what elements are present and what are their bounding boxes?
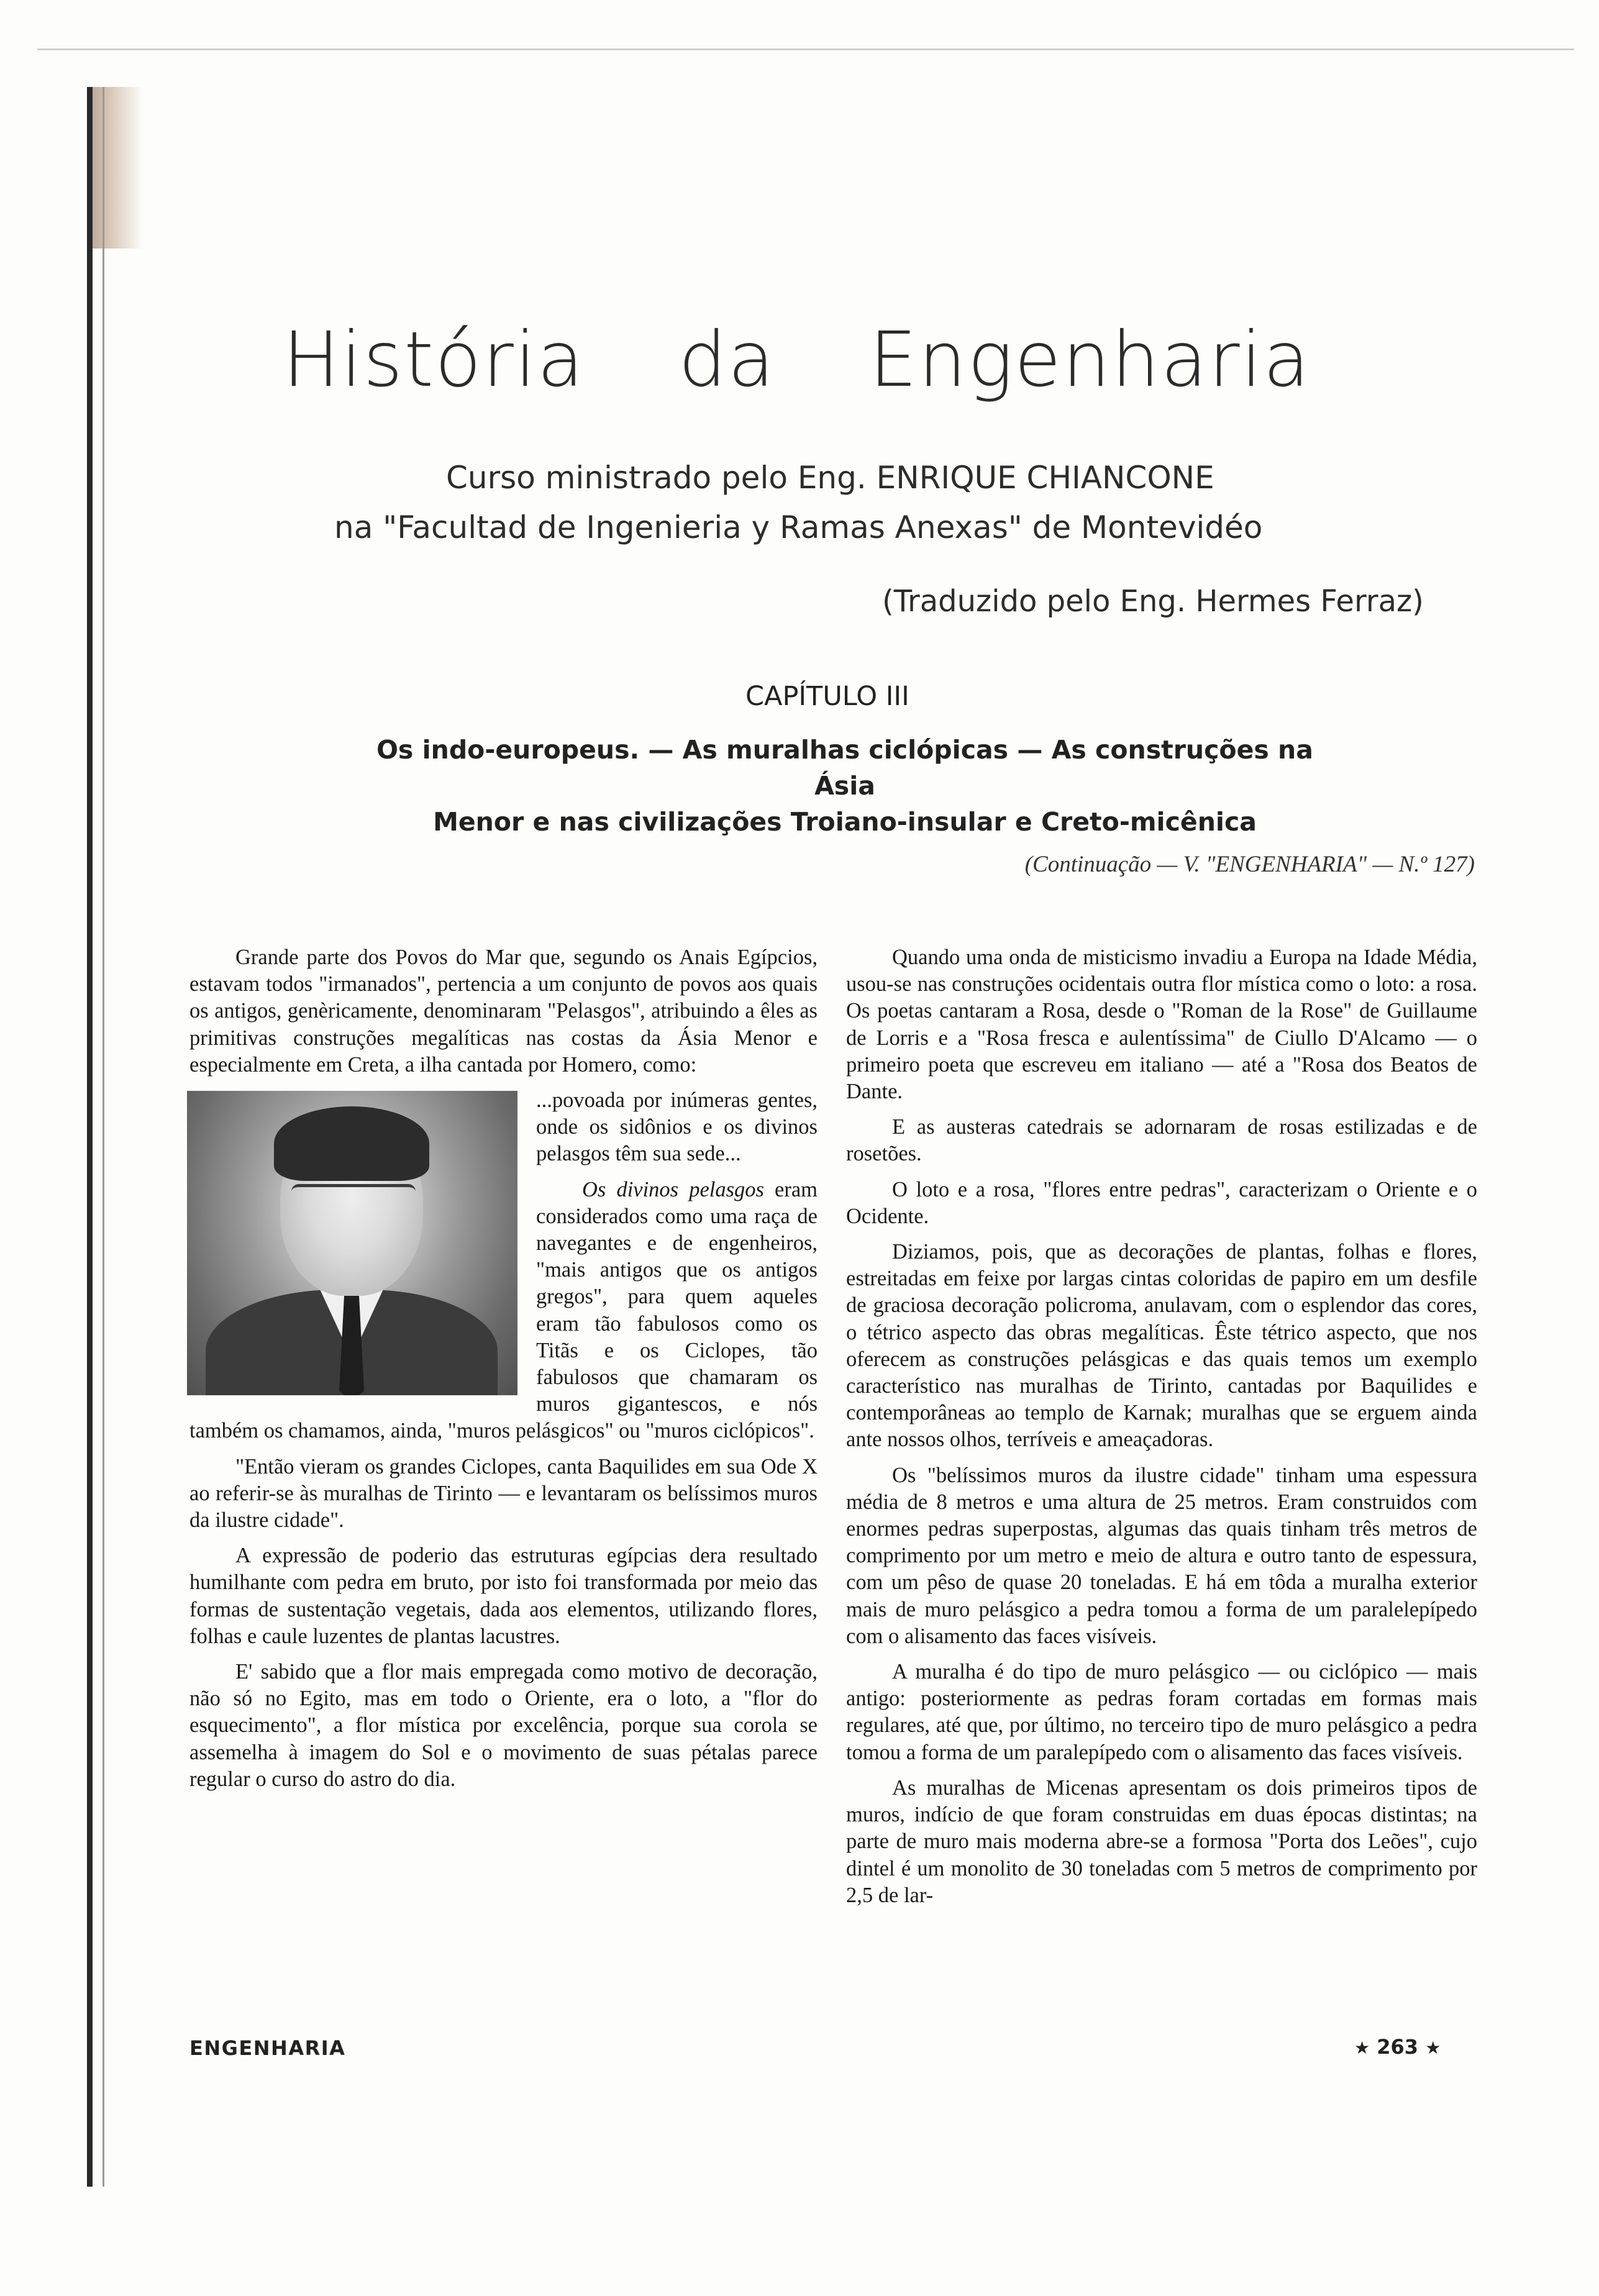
star-icon: ★ — [1425, 2038, 1441, 2058]
title-word-3: Engenharia — [869, 316, 1311, 404]
right-paragraph-4: Diziamos, pois, que as decorações de plantas, folhas e flores, estreitadas em feixe por largas cintas coloridas de papiro em um desfile de graciosa decoração policroma, anulavam, com o esplendor das cores, o tétrico aspecto das obras megalíticas. Êste tétrico aspecto, que nos oferecem as construções pelásgicas e das quais temos um exemplo característico nas muralhas de Tirinto, cantadas por Baquilides e contemporâneas ao templo de Karnak; muralhas que se erguem ainda ante nossos olhos, terríveis e ameaçadoras. — [846, 1240, 1477, 1452]
right-paragraph-1: Quando uma onda de misticismo invadiu a Europa na Idade Média, usou-se nas construções ocidentais outra flor mística como o loto: a rosa. Os poetas cantaram a Rosa, desde o "Roman de la Rose" de Guillaume de Lorris e a "Rosa fresca e aulentíssima" de Ciullo D'Alcamo — o primeiro poeta que escreveu em italiano — até a "Rosa dos Beatos de Dante. — [846, 945, 1477, 1104]
author-portrait — [187, 1091, 517, 1395]
page-edge-left-inner — [102, 87, 104, 2187]
star-icon: ★ — [1354, 2038, 1370, 2058]
page-number: 263 — [1377, 2035, 1419, 2059]
left-paragraph-3: "Então vieram os grandes Ciclopes, canta Baquilides em sua Ode X ao referir-se às muralhas de Tirinto — e levantaram os belíssimos muros da ilustre cidade". — [189, 1454, 818, 1533]
chapter-topics — [348, 732, 1342, 840]
right-paragraph-5: Os "belíssimos muros da ilustre cidade" tinham uma espessura média de 8 metros e uma altura de 25 metros. Eram construidos com enormes pedras superpostas, algumas das quais tinham três metros de comprimento por um metro e meio de altura e outro tanto de espessura, com um pêso de quase 20 toneladas. E há em tôda a muralha exterior mais de muro pelásgico a pedra tomou a forma de um paralelepípedo com o alisamento das faces visíveis. — [846, 1463, 1477, 1648]
footer-page-number-group — [1354, 2035, 1441, 2059]
chapter-topics-line-2: Menor e nas civilizações Troiano-insular e Creto-micênica — [433, 807, 1257, 837]
chapter-label: CAPÍTULO III — [745, 681, 909, 712]
title-word-2: da — [678, 316, 776, 404]
continuation-note: (Continuação — V. "ENGENHARIA" — N.º 127) — [1024, 852, 1475, 877]
footer-journal-name: ENGENHARIA — [189, 2036, 346, 2060]
left-paragraph-2-text: eram considerados como uma raça de navegantes e de engenheiros, "mais antigos que os antigos gregos", para quem aqueles eram tão fabulosos como os Titãs e os Ciclopes, tão fabulosos que chamaram os muros gigantescos, e nós também os chamamos, ainda, "muros pelásgicos" ou "muros ciclópicos". — [189, 1177, 818, 1443]
article-title — [283, 316, 1438, 404]
divinos-pelasgos-em: Os divinos pelasgos — [582, 1177, 764, 1201]
right-paragraph-6: A muralha é do tipo de muro pelásgico — ou ciclópico — mais antigo: posteriormente as pedras foram cortadas em formas mais regulares, até que, por último, no terceiro tipo de muro pelásgico a pedra tomou a forma de um paralepípedo com o alisamento das faces visíveis. — [846, 1660, 1477, 1764]
right-paragraph-3: O loto e a rosa, "flores entre pedras", caracterizam o Oriente e o Ocidente. — [846, 1177, 1477, 1228]
chapter-topics-line-1: Os indo-europeus. — As muralhas ciclópicas — As construções na Ásia — [376, 735, 1313, 801]
left-paragraph-1: Grande parte dos Povos do Mar que, segundo os Anais Egípcios, estavam todos "irmanados", pertencia a um conjunto de povos aos quais os antigos, genèricamente, denominaram "Pelasgos", atribuindo a êles as primitivas construções megalíticas nas costas da Ásia Menor e especialmente em Creta, a ilha cantada por Homero, como: — [189, 945, 818, 1077]
subtitle-translator: (Traduzido pelo Eng. Hermes Ferraz) — [882, 584, 1424, 619]
right-paragraph-7: As muralhas de Micenas apresentam os dois primeiros tipos de muros, indício de que foram construidas em duas épocas distintas; na parte de muro mais moderna abre-se a formosa "Porta dos Leões", cujo dintel é um monolito de 30 toneladas com 5 metros de comprimento por 2,5 de lar- — [846, 1775, 1477, 1907]
subtitle-course: Curso ministrado pelo Eng. ENRIQUE CHIANCONE — [446, 460, 1214, 496]
portrait-hair — [274, 1106, 429, 1181]
homer-quote: ...povoada por inúmeras gentes, onde os sidônios e os divinos pelasgos têm sua sede... — [536, 1088, 818, 1166]
portrait-glasses — [291, 1184, 416, 1218]
left-paragraph-4: A expressão de poderio das estruturas egípcias dera resultado humilhante com pedra em bruto, por isto foi transformada por meio das formas de sustentação vegetais, dada aos elementos, utilizando flores, folhas e caule luzentes de plantas lacustres. — [189, 1544, 818, 1648]
right-column — [846, 944, 1477, 1918]
binding-shadow — [87, 87, 143, 248]
left-column — [189, 944, 818, 1802]
right-paragraph-2: E as austeras catedrais se adornaram de rosas estilizadas e de rosetões. — [846, 1115, 1477, 1166]
page-edge-top — [37, 48, 1574, 50]
page-edge-left — [87, 87, 93, 2187]
subtitle-faculty: na "Facultad de Ingenieria y Ramas Anexas" de Montevidéo — [334, 509, 1263, 545]
title-word-1: História — [283, 316, 585, 404]
left-paragraph-5: E' sabido que a flor mais empregada como motivo de decoração, não só no Egito, mas em todo o Oriente, era o loto, a "flor do esquecimento", a flor mística por excelência, porque sua corola se assemelha à imagem do Sol e o movimento de suas pétalas parece regular o curso do astro do dia. — [189, 1660, 818, 1791]
